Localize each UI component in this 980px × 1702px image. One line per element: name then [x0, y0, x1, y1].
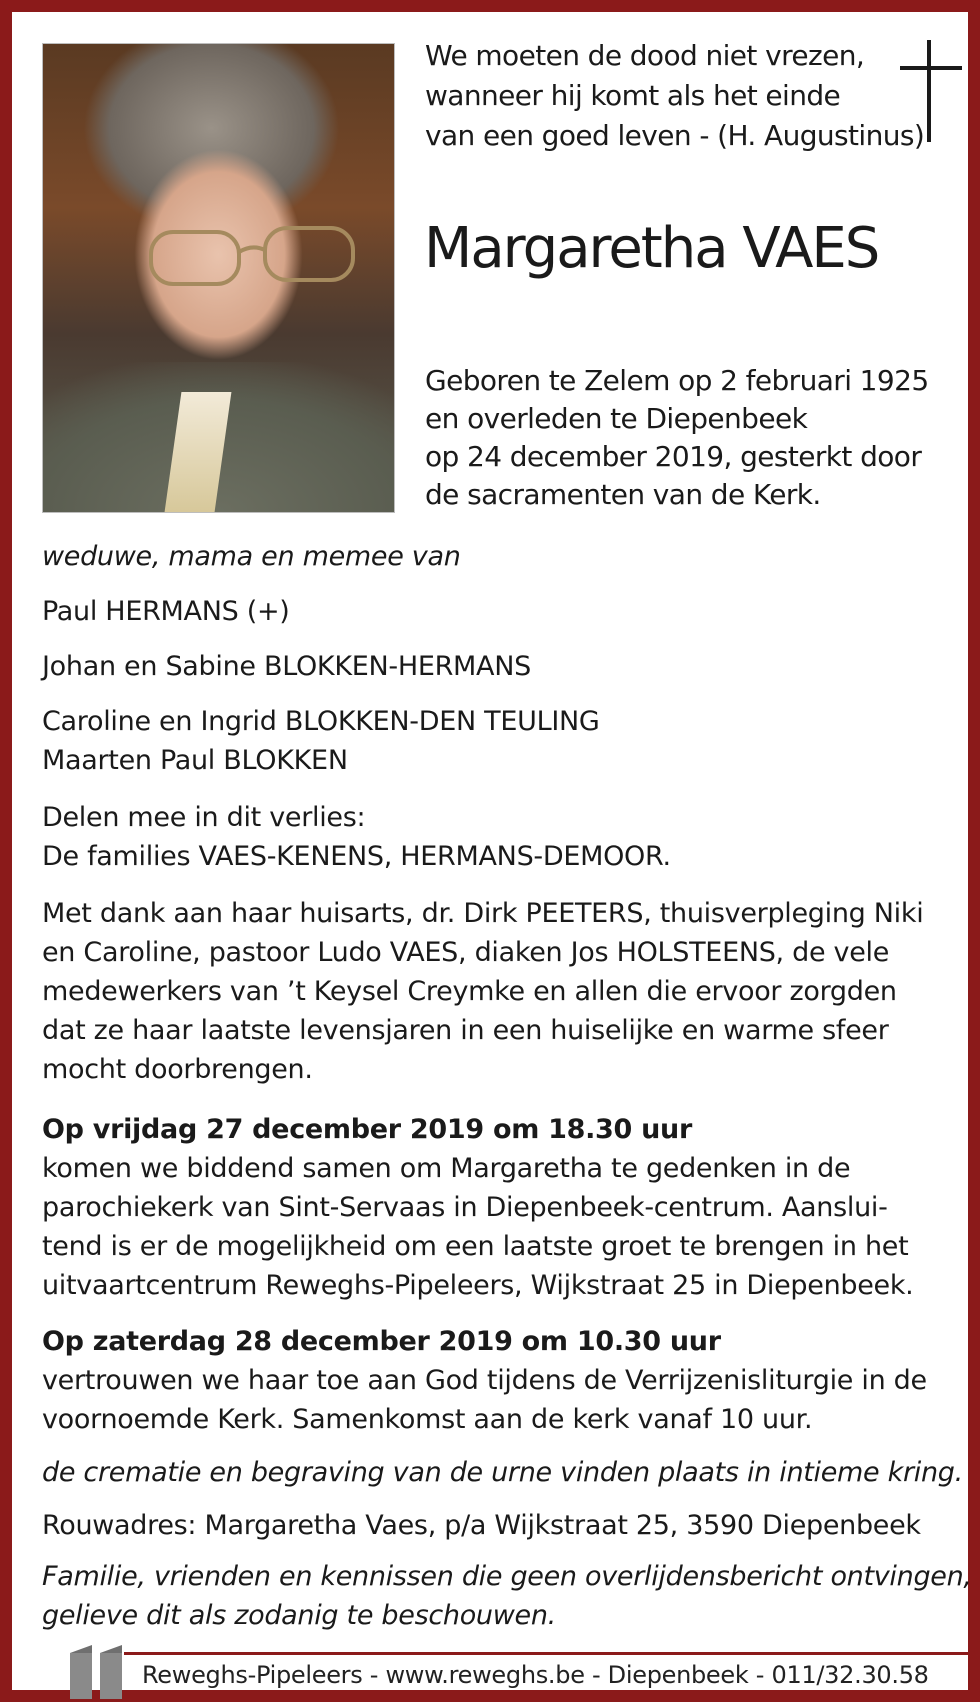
relation-line: weduwe, mama en memee van	[42, 541, 461, 572]
thanks-line: medewerkers van ’t Keysel Creymke en allen die ervoor zorgden	[42, 976, 897, 1007]
quote-line: wanneer hij komt als het einde	[425, 79, 841, 112]
funeral-home-logo-icon	[70, 1645, 126, 1699]
birth-line: de sacramenten van de Kerk.	[425, 478, 821, 511]
birth-death-block	[425, 362, 929, 514]
vigil-line: parochiekerk van Sint-Servaas in Diepenbeek-centrum. Aanslui-	[42, 1192, 888, 1223]
vigil-line: tend is er de mogelijkheid om een laatste groet te brengen in het	[42, 1231, 909, 1262]
notice-line: gelieve dit als zodanig te beschouwen.	[42, 1600, 556, 1631]
thanks-line: Met dank aan haar huisarts, dr. Dirk PEETERS, thuisverpleging Niki	[42, 898, 924, 929]
vigil-block	[42, 1110, 972, 1305]
thanks-block	[42, 894, 972, 1089]
quote-line: van een goed leven - (H. Augustinus)	[425, 119, 925, 152]
vigil-line: uitvaartcentrum Reweghs-Pipeleers, Wijkstraat 25 in Diepenbeek.	[42, 1270, 914, 1301]
notice-line: Familie, vrienden en kennissen die geen overlijdensbericht ontvingen,	[42, 1561, 972, 1592]
child-line: Johan en Sabine BLOKKEN-HERMANS	[42, 651, 531, 682]
cross-icon	[900, 40, 962, 142]
husband-line: Paul HERMANS (+)	[42, 596, 290, 627]
quote-line: We moeten de dood niet vrezen,	[425, 39, 865, 72]
address-line: Rouwadres: Margaretha Vaes, p/a Wijkstraat 25, 3590 Diepenbeek	[42, 1510, 921, 1541]
cremation-line: de crematie en begraving van de urne vinden plaats in intieme kring.	[42, 1457, 963, 1488]
grandchild-line: Maarten Paul BLOKKEN	[42, 745, 348, 776]
thanks-line: mocht doorbrengen.	[42, 1054, 313, 1085]
funeral-block	[42, 1322, 972, 1439]
share-block	[42, 798, 972, 876]
footer-rule	[124, 1652, 979, 1655]
funeral-heading: Op zaterdag 28 december 2019 om 10.30 uur	[42, 1326, 721, 1357]
thanks-line: dat ze haar laatste levensjaren in een huiselijke en warme sfeer	[42, 1015, 889, 1046]
share-line: Delen mee in dit verlies:	[42, 802, 366, 833]
portrait-photo	[42, 43, 395, 513]
footer-contact: Reweghs-Pipeleers - www.reweghs.be - Diepenbeek - 011/32.30.58	[142, 1661, 929, 1689]
deceased-name: Margaretha VAES	[424, 216, 879, 281]
share-line: De families VAES-KENENS, HERMANS-DEMOOR.	[42, 841, 671, 872]
birth-line: Geboren te Zelem op 2 februari 1925	[425, 364, 929, 397]
notice-block	[42, 1557, 972, 1635]
birth-line: en overleden te Diepenbeek	[425, 402, 808, 435]
funeral-line: voornoemde Kerk. Samenkomst aan de kerk vanaf 10 uur.	[42, 1404, 813, 1435]
vigil-heading: Op vrijdag 27 december 2019 om 18.30 uur	[42, 1114, 692, 1145]
funeral-line: vertrouwen we haar toe aan God tijdens de Verrijzenisliturgie in de	[42, 1365, 927, 1396]
photo-glasses	[143, 222, 363, 292]
birth-line: op 24 december 2019, gesterkt door	[425, 440, 922, 473]
vigil-line: komen we biddend samen om Margaretha te gedenken in de	[42, 1153, 851, 1184]
grandchild-line: Caroline en Ingrid BLOKKEN-DEN TEULING	[42, 706, 600, 737]
thanks-line: en Caroline, pastoor Ludo VAES, diaken Jos HOLSTEENS, de vele	[42, 937, 890, 968]
quote-block	[425, 36, 925, 156]
